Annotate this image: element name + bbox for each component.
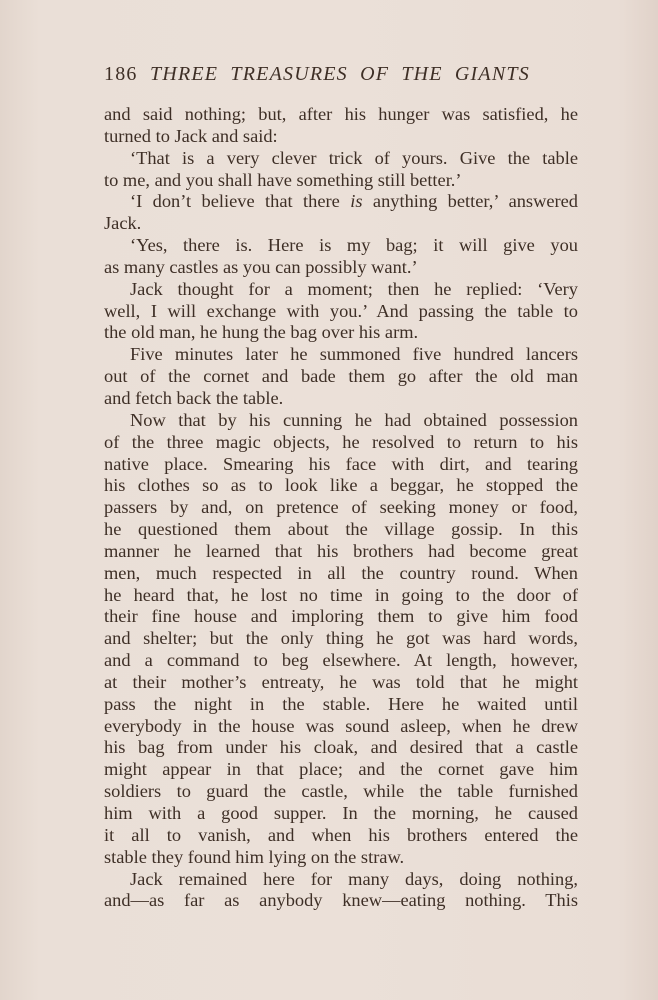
text-line: his clothes so as to look like a beggar, he stopped the <box>104 475 578 496</box>
emphasis-is: is <box>350 191 363 212</box>
text-line: pass the night in the stable. Here he waited until <box>104 693 578 714</box>
text-line: passers by and, on pretence of seeking money or food, <box>104 497 578 518</box>
text-line: he heard that, he lost no time in going to the door of <box>104 584 578 605</box>
text-line: soldiers to guard the castle, while the table furnished <box>104 781 578 802</box>
text-line: and a command to beg elsewhere. At length, however, <box>104 650 578 671</box>
text-line: Jack thought for a moment; then he replied: ‘Very <box>130 278 578 299</box>
running-title: THREE TREASURES OF THE GIANTS <box>150 63 530 85</box>
text-line: him with a good supper. In the morning, he caused <box>104 803 578 823</box>
text-line: of the three magic objects, he resolved to return to his <box>104 431 578 452</box>
text-line: and shelter; but the only thing he got was hard words, <box>104 628 578 649</box>
text-line: at their mother’s entreaty, he was told that he might <box>104 671 578 692</box>
text-line: and fetch back the table. <box>104 387 284 408</box>
text-line: ‘Yes, there is. Here is my bag; it will give you <box>130 235 578 256</box>
text-line: and said nothing; but, after his hunger was satisfied, he <box>104 104 578 124</box>
text-line: manner he learned that his brothers had become great <box>104 540 578 561</box>
text-line: native place. Smearing his face with dirt, and tearing <box>104 453 578 474</box>
text-line: and—as far as anybody knew—eating nothing. This <box>104 890 578 911</box>
text-line: as many castles as you can possibly want.’ <box>104 256 418 277</box>
text-segment: anything better,’ answered <box>362 191 579 212</box>
text-line: their fine house and imploring them to give him food <box>104 606 578 627</box>
text-line: turned to Jack and said: <box>104 125 278 146</box>
text-line: Jack remained here for many days, doing nothing, <box>130 868 578 889</box>
text-line: out of the cornet and bade them go after the old man <box>104 366 578 387</box>
text-line: everybody in the house was sound asleep, when he drew <box>104 715 578 736</box>
text-line: it all to vanish, and when his brothers entered the <box>104 824 578 845</box>
text-line: the old man, he hung the bag over his arm. <box>104 322 419 343</box>
text-line: men, much respected in all the country round. When <box>104 562 578 583</box>
text-line: his bag from under his cloak, and desired that a castle <box>104 737 578 758</box>
text-line: to me, and you shall have something still better.’ <box>104 169 462 190</box>
text-segment: ‘I don’t believe that there <box>130 191 351 212</box>
text-line: stable they found him lying on the straw. <box>104 846 405 867</box>
text-line: ‘That is a very clever trick of yours. Give the table <box>130 147 578 168</box>
text-line: Jack. <box>104 213 142 234</box>
text-line: Now that by his cunning he had obtained possession <box>130 409 578 430</box>
page-number: 186 <box>104 63 138 85</box>
text-line: might appear in that place; and the cornet gave him <box>104 759 578 780</box>
text-line <box>104 191 578 213</box>
running-head <box>104 63 578 89</box>
body-text <box>104 104 578 912</box>
text-line: well, I will exchange with you.’ And passing the table to <box>104 300 578 321</box>
text-line: he questioned them about the village gossip. In this <box>104 519 578 540</box>
text-line: Five minutes later he summoned five hundred lancers <box>130 344 578 365</box>
